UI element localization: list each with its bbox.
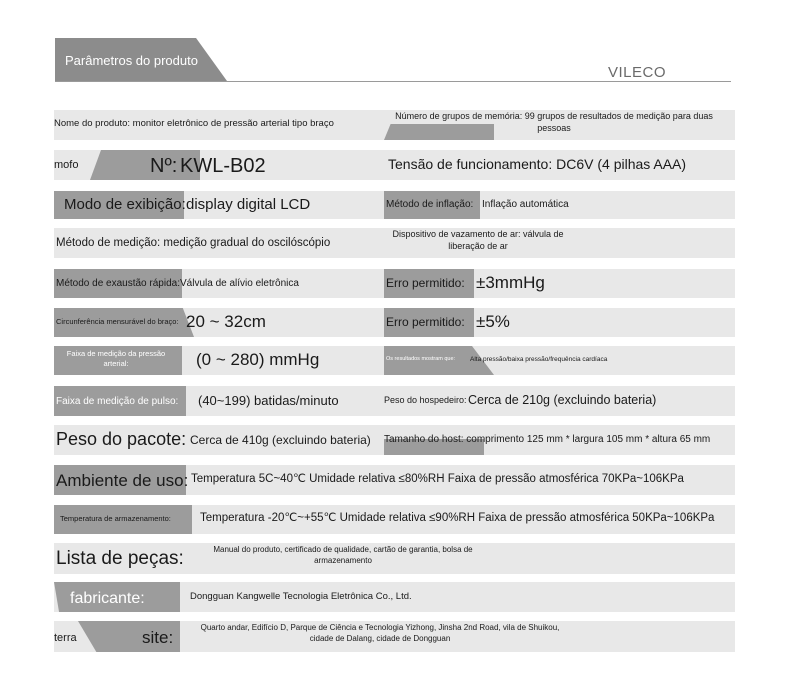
address-value: Quarto andar, Edifício D, Parque de Ciência e Tecnologia Yizhong, Jinsha 2nd Road, vila de Shuikou, cidade de Dalang, cidade de Dongguan: [200, 623, 560, 643]
model-value: KWL-B02: [180, 155, 266, 177]
measurement-method-text: Método de medição: medição gradual do oscilóscópio: [56, 237, 331, 249]
spec-cell-error-percent: [384, 308, 735, 337]
package-weight-value: Cerca de 410g (excluindo bateria): [190, 433, 371, 447]
results-value: Alta pressão/baixa pressão/frequência cardíaca: [470, 356, 608, 363]
storage-value: Temperatura -20℃~+55℃ Umidade relativa ≤90%RH Faixa de pressão atmosférica 50KPa~106KPa: [200, 512, 715, 524]
spec-cell-circumference: [54, 308, 384, 337]
pressure-range-label: Faixa de medição da pressão arterial:: [66, 349, 166, 369]
display-value: display digital LCD: [186, 196, 311, 213]
spec-cell-measurement: [54, 228, 384, 258]
spec-cell-environment: [54, 465, 735, 495]
inflation-label: Método de inflação:: [386, 199, 474, 210]
brand-watermark: VILECO: [608, 64, 667, 81]
spec-row-display: [54, 191, 735, 219]
model-label-b: Nº:: [150, 155, 178, 177]
spec-cell-memory: [384, 110, 735, 140]
spec-cell-manufacturer: [54, 582, 735, 612]
spec-row-model: [54, 150, 735, 180]
spec-cell-address: [54, 621, 735, 652]
spec-cell-error-mmhg: [384, 269, 735, 298]
storage-label: Temperatura de armazenamento:: [60, 514, 171, 523]
model-label-a: mofo: [54, 159, 79, 171]
pulse-label: Faixa de medição de pulso:: [56, 396, 179, 407]
spec-cell-storage: [54, 505, 735, 534]
spec-cell-pressure-range: [54, 346, 384, 375]
spec-row-package-weight: [54, 425, 735, 455]
package-weight-label: Peso do pacote:: [56, 429, 187, 449]
air-leak-text: Dispositivo de vazamento de ar: válvula de liberação de ar: [392, 229, 564, 252]
spec-cell-voltage: [384, 150, 735, 180]
voltage-text: Tensão de funcionamento: DC6V (4 pilhas AAA): [388, 156, 687, 172]
spec-cell-host-size: [384, 425, 735, 455]
spec-cell-exhaust: [54, 269, 384, 298]
spec-cell-parts: [54, 543, 735, 574]
spec-row-exhaust: [54, 269, 735, 298]
spec-row-product-name: [54, 110, 735, 140]
host-weight-label: Peso do hospedeiro:: [384, 395, 467, 405]
error-label-2: Erro permitido:: [386, 315, 465, 329]
spec-cell-package-weight: [54, 425, 384, 455]
address-label-b: site:: [142, 628, 174, 647]
parts-value: Manual do produto, certificado de qualidade, cartão de garantia, bolsa de armazenamento: [213, 545, 473, 565]
environment-label: Ambiente de uso:: [56, 471, 189, 490]
title-divider: [55, 81, 731, 82]
exhaust-value: Válvula de alívio eletrônica: [180, 278, 299, 289]
spec-row-circumference: [54, 308, 735, 337]
manufacturer-label: fabricante:: [70, 590, 145, 607]
address-label-a: terra: [54, 632, 77, 644]
inflation-value: Inflação automática: [482, 199, 569, 210]
error-value-1: ±3mmHg: [476, 273, 545, 292]
spec-row-address: [54, 621, 735, 652]
spec-cell-results: [384, 346, 735, 375]
results-label: Os resultados mostram que:: [386, 356, 456, 362]
spec-row-pressure-range: [54, 346, 735, 375]
environment-value: Temperatura 5C~40℃ Umidade relativa ≤80%RH Faixa de pressão atmosférica 70KPa~106KPa: [191, 473, 684, 485]
host-size-text: Tamanho do host: comprimento 125 mm * largura 105 mm * altura 65 mm: [384, 434, 711, 445]
memory-groups-text: Número de grupos de memória: 99 grupos de resultados de medição para duas pessoas: [395, 111, 713, 134]
spec-cell-air-leak: [378, 228, 735, 258]
exhaust-label: Método de exaustão rápida:: [56, 278, 180, 289]
parts-label: Lista de peças:: [56, 548, 184, 569]
pressure-range-value: (0 ~ 280) mmHg: [196, 350, 320, 369]
error-value-2: ±5%: [476, 312, 510, 331]
spec-cell-pulse: [54, 386, 384, 416]
pulse-value: (40~199) batidas/minuto: [198, 393, 339, 408]
spec-row-parts: [54, 543, 735, 574]
host-weight-value: Cerca de 210g (excluindo bateria): [468, 393, 657, 407]
manufacturer-value: Dongguan Kangwelle Tecnologia Eletrônica Co., Ltd.: [190, 591, 412, 602]
product-name-text: Nome do produto: monitor eletrônico de pressão arterial tipo braço: [54, 118, 334, 129]
spec-cell-inflation: [384, 191, 735, 219]
spec-row-environment: [54, 465, 735, 495]
circumference-value: 20 ~ 32cm: [186, 312, 266, 331]
spec-cell-host-weight: [384, 386, 735, 416]
spec-cell-display: [54, 191, 384, 219]
spec-row-manufacturer: [54, 582, 735, 612]
spec-row-pulse: [54, 386, 735, 416]
spec-row-measurement: [54, 228, 735, 258]
spec-row-storage: [54, 505, 735, 534]
circumference-label: Circunferência mensurável do braço:: [56, 317, 179, 326]
display-label: Modo de exibição:: [64, 196, 186, 213]
page-title: Parâmetros do produto: [65, 53, 198, 68]
spec-cell-model: [54, 150, 384, 180]
spec-cell-product-name: [54, 110, 384, 140]
error-label-1: Erro permitido:: [386, 276, 465, 290]
